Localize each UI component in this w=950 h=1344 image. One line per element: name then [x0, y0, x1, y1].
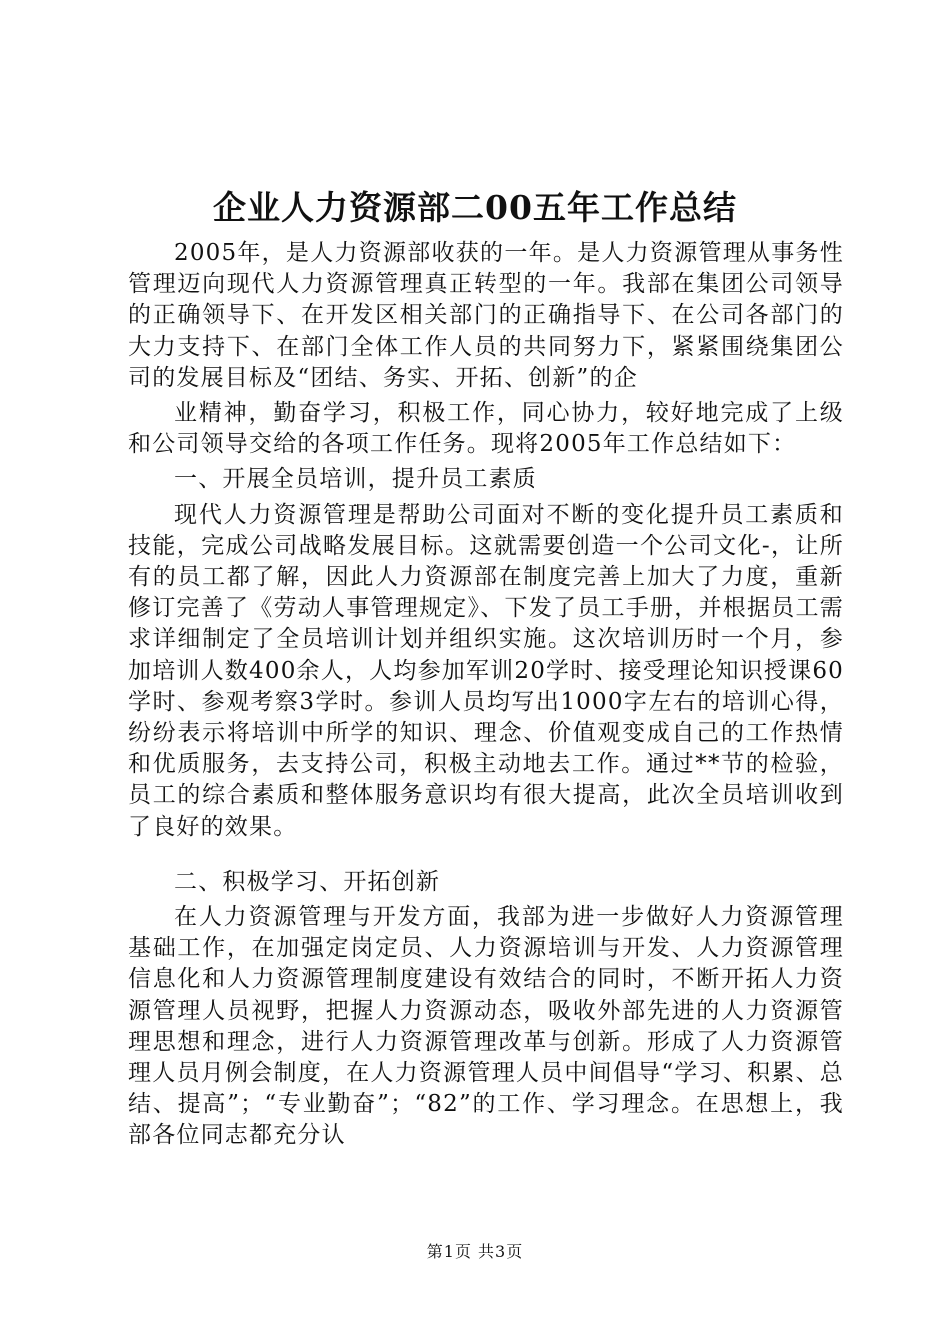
intro-paragraph-2: 业精神，勤奋学习，积极工作，同心协力，较好地完成了上级和公司领导交给的各项工作任务。现将2005年工作总结如下： [128, 400, 844, 458]
section-1-heading: 一、开展全员培训，提升员工素质 [174, 466, 537, 493]
section-1-paragraph: 现代人力资源管理是帮助公司面对不断的变化提升员工素质和技能，完成公司战略发展目标。这就需要创造一个公司文化-，让所有的员工都了解，因此人力资源部在制度完善上加大了力度，重新修订完善了《劳动人事管理规定》、下发了员工手册，并根据员工需求详细制定了全员培训计划并组织实施。这次培训历时一个月，参加培训人数400余人，人均参加军训20学时、接受理论知识授课60学时、参观考察3学时。参训人员均写出1000字左右的培训心得，纷纷表示将培训中所学的知识、理念、价值观变成自己的工作热情和优质服务，去支持公司，积极主动地去工作。通过**节的检验，员工的综合素质和整体服务意识均有很大提高，此次全员培训收到了良好的效果。 [128, 501, 844, 840]
section-2-heading: 二、积极学习、开拓创新 [174, 868, 441, 895]
section-2-paragraph: 在人力资源管理与开发方面，我部为进一步做好人力资源管理基础工作，在加强定岗定员、人力资源培训与开发、人力资源管理信息化和人力资源管理制度建设有效结合的同时，不断开拓人力资源管理人员视野，把握人力资源动态，吸收外部先进的人力资源管理思想和理念，进行人力资源管理改革与创新。形成了人力资源管理人员月例会制度，在人力资源管理人员中间倡导“学习、积累、总结、提高”；“专业勤奋”；“82”的工作、学习理念。在思想上，我部各位同志都充分认 [128, 904, 844, 1149]
intro-paragraph-1: 2005年，是人力资源部收获的一年。是人力资源管理从事务性管理迈向现代人力资源管理真正转型的一年。我部在集团公司领导的正确领导下、在开发区相关部门的正确指导下、在公司各部门的大力支持下、在部门全体工作人员的共同努力下，紧紧围绕集团公司的发展目标及“团结、务实、开拓、创新”的企 [128, 240, 844, 391]
page-number-footer: 第1页 共3页 [426, 1242, 524, 1261]
document-body [128, 238, 844, 1152]
section-spacer [128, 843, 844, 867]
document-title: 企业人力资源部二00五年工作总结 [213, 188, 737, 227]
